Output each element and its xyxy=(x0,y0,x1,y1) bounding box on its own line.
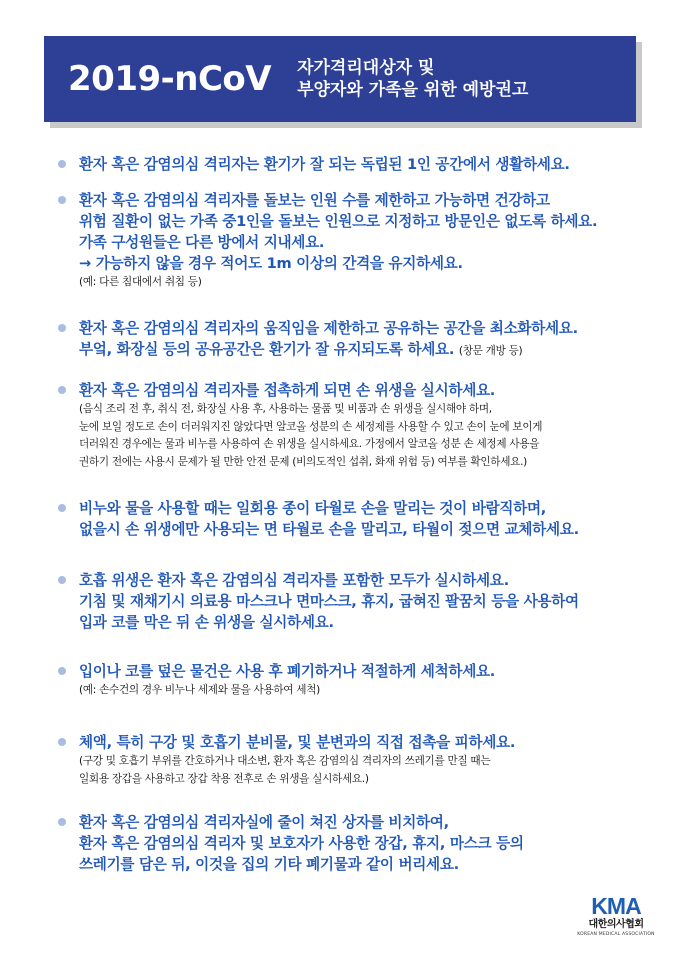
advice-text: 입이나 코를 덮은 물건은 사용 후 폐기하거나 적절하게 세척하세요. xyxy=(79,663,496,680)
advice-text: 호흡 위생은 환자 혹은 감염의심 격리자를 포함한 모두가 실시하세요. xyxy=(79,572,509,589)
advice-text: 비누와 물을 사용할 때는 일회용 종이 타월로 손을 말리는 것이 바람직하며, xyxy=(79,500,546,517)
advice-note: 더러워진 경우에는 물과 비누를 사용하여 손 위생을 실시하세요. 가정에서 알코올 성분 손 세정제 사용을 xyxy=(79,438,540,450)
page-subtitle xyxy=(297,57,528,101)
bullet-icon xyxy=(58,576,66,584)
advice-note: 일회용 장갑을 사용하고 장갑 착용 전후로 손 위생을 실시하세요.) xyxy=(79,772,369,785)
advice-text: 환자 혹은 감염의심 격리자 및 보호자가 사용한 장갑, 휴지, 마스크 등의 xyxy=(79,835,524,852)
advice-text: 쓰레기를 담은 뒤, 이것을 집의 기타 폐기물과 같이 버리세요. xyxy=(79,856,459,873)
advice-note: (예: 손수건의 경우 비누나 세제와 물을 사용하여 세척) xyxy=(79,684,321,696)
advice-inline-note: (창문 개방 등) xyxy=(458,345,523,357)
advice-text: 위험 질환이 없는 가족 중1인을 돌보는 인원으로 지정하고 방문인은 없도록 하세요. xyxy=(79,213,598,230)
advice-note: 권하기 전에는 사용시 문제가 될 만한 안전 문제 (비의도적인 섭취, 화재 위험 등) 여부를 확인하세요.) xyxy=(79,455,527,468)
logo-english-name: KOREAN MEDICAL ASSOCIATION xyxy=(577,932,655,937)
bullet-icon xyxy=(58,504,66,512)
advice-item-1 xyxy=(58,154,652,175)
page-title: 2019-nCoV xyxy=(68,59,272,99)
advice-item-9 xyxy=(58,812,652,875)
bullet-icon xyxy=(58,738,66,746)
logo-mark: KMA xyxy=(591,893,641,919)
advice-note: 눈에 보일 정도로 손이 더러워지진 않았다면 알코올 성분의 손 세정제를 사용할 수 있고 손이 눈에 보이게 xyxy=(79,420,543,433)
subtitle-line-2: 부양자와 가족을 위한 예방권고 xyxy=(297,80,529,100)
advice-text: 가족 구성원들은 다른 방에서 지내세요. xyxy=(79,234,325,251)
advice-text: 부엌, 화장실 등의 공유공간은 환기가 잘 유지되도록 하세요. xyxy=(79,341,455,358)
advice-text-with-note xyxy=(79,339,652,362)
advice-text: 입과 코를 막은 뒤 손 위생을 실시하세요. xyxy=(79,614,334,631)
advice-text: 환자 혹은 감염의심 격리자실에 줄이 쳐진 상자를 비치하여, xyxy=(79,814,449,831)
advice-note: (구강 및 호흡기 부위를 간호하거나 대소변, 환자 혹은 감염의심 격리자의 쓰레기를 만질 때는 xyxy=(79,755,491,767)
bullet-icon xyxy=(58,386,66,394)
advice-text: 기침 및 재채기시 의료용 마스크나 면마스크, 휴지, 굽혀진 팔꿈치 등을 사용하여 xyxy=(79,593,579,610)
advice-item-4 xyxy=(58,380,652,471)
bullet-icon xyxy=(58,160,66,168)
advice-item-8 xyxy=(58,732,652,788)
bullet-icon xyxy=(58,818,66,826)
bullet-icon xyxy=(58,324,66,332)
advice-text: 환자 혹은 감염의심 격리자의 움직임을 제한하고 공유하는 공간을 최소화하세요. xyxy=(79,320,578,337)
advice-note: (예: 다른 침대에서 취침 등) xyxy=(79,276,202,288)
advice-text: 환자 혹은 감염의심 격리자는 환기가 잘 되는 독립된 1인 공간에서 생활하세요. xyxy=(79,156,570,173)
subtitle-line-1: 자가격리대상자 및 xyxy=(297,58,435,78)
advice-text: 환자 혹은 감염의심 격리자를 돌보는 인원 수를 제한하고 가능하면 건강하고 xyxy=(79,192,550,209)
advice-text: 체액, 특히 구강 및 호흡기 분비물, 및 분변과의 직접 접촉을 피하세요. xyxy=(79,734,516,751)
advice-text: → 가능하지 않을 경우 적어도 1m 이상의 간격을 유지하세요. xyxy=(79,255,463,272)
advice-item-7 xyxy=(58,661,652,700)
kma-logo xyxy=(576,894,656,944)
header-banner xyxy=(44,36,636,122)
logo-korean-name: 대한의사협회 xyxy=(588,919,644,930)
bullet-icon xyxy=(58,196,66,204)
advice-text: 환자 혹은 감염의심 격리자를 접촉하게 되면 손 위생을 실시하세요. xyxy=(79,382,496,399)
advice-text: 없을시 손 위생에만 사용되는 면 타월로 손을 말리고, 타월이 젖으면 교체하세요. xyxy=(79,521,579,538)
advice-item-6 xyxy=(58,570,652,633)
advice-note: (음식 조리 전 후, 취식 전, 화장실 사용 후, 사용하는 물품 및 비품과 손 위생을 실시해야 하며, xyxy=(79,403,492,415)
advice-item-3 xyxy=(58,318,652,362)
advice-item-2 xyxy=(58,190,652,292)
bullet-icon xyxy=(58,667,66,675)
advice-item-5 xyxy=(58,498,652,540)
